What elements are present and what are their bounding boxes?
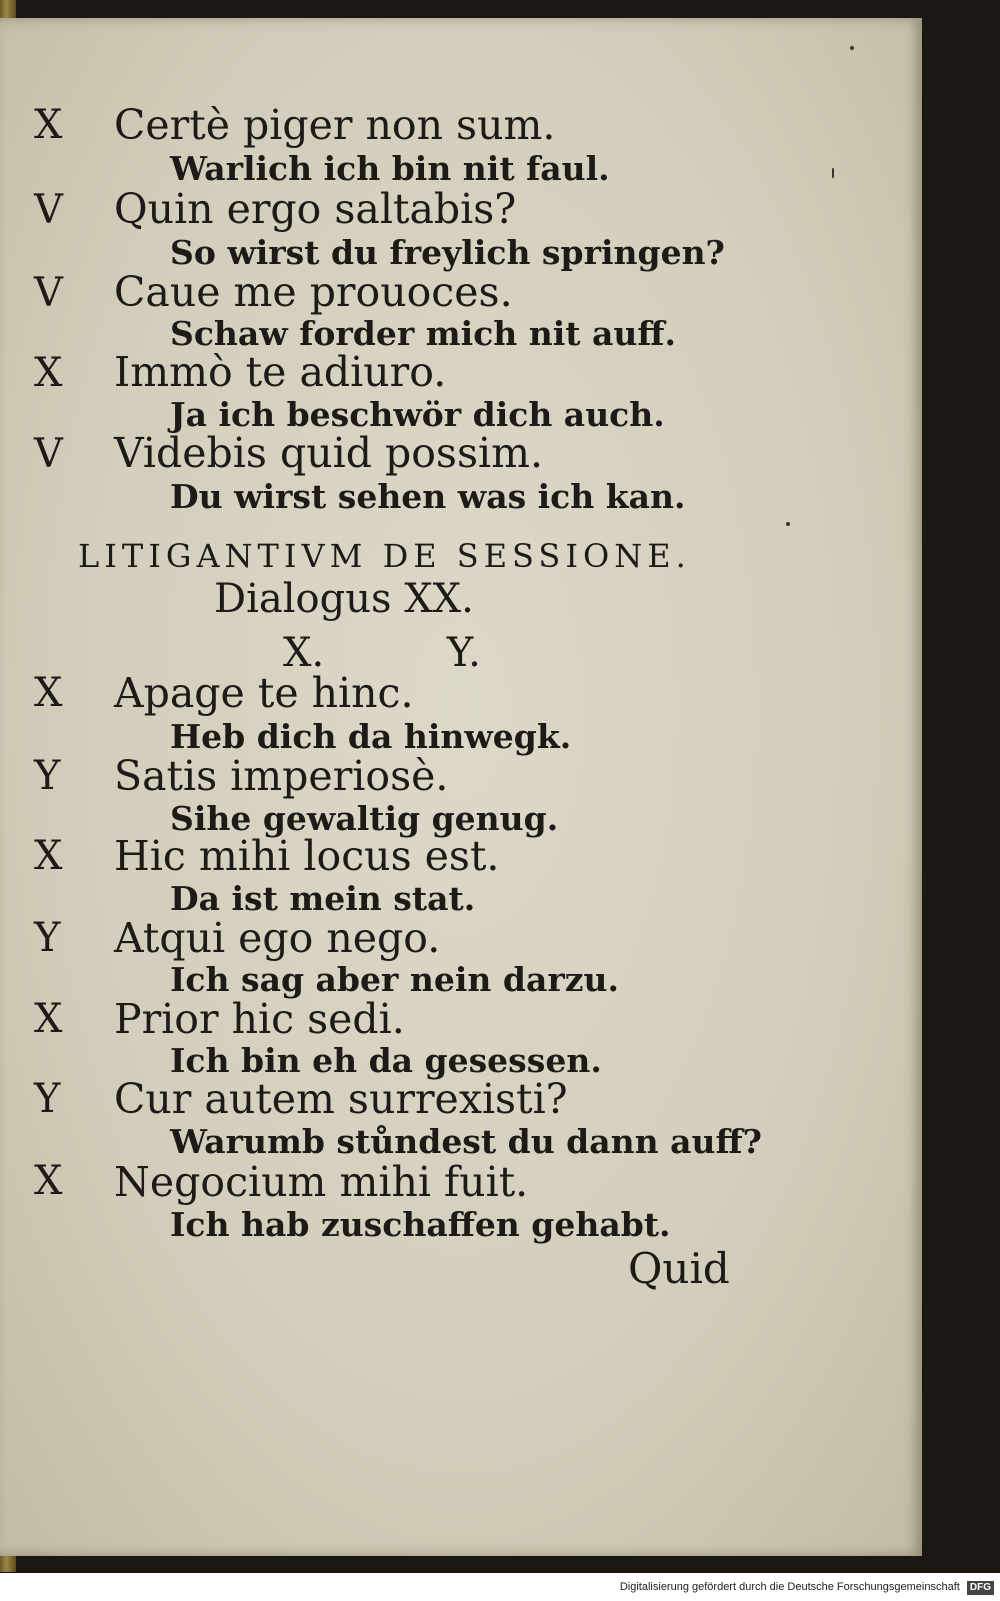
german-line: Warumb stůndest du dann auff?: [170, 1122, 762, 1161]
paper-speck: [786, 522, 790, 526]
latin-line: Atqui ego nego.: [114, 914, 441, 962]
german-line: Heb dich da hinwegk.: [170, 717, 572, 756]
speaker-label: X: [34, 833, 63, 879]
dialogue-number: Dialogus XX.: [214, 576, 474, 622]
speakers-label: X. Y.: [283, 630, 481, 676]
german-line: Ja ich beschwör dich auch.: [170, 395, 665, 434]
latin-line: Immò te adiuro.: [114, 348, 447, 396]
speaker-label: Y: [34, 915, 61, 961]
latin-line: Cur autem surrexisti?: [114, 1075, 568, 1123]
german-line: Ich sag aber nein darzu.: [170, 960, 619, 999]
latin-line: Quin ergo saltabis?: [114, 185, 517, 233]
speaker-label: X: [34, 350, 63, 396]
paper-speck: [850, 46, 854, 50]
latin-line: Caue me prouoces.: [114, 268, 513, 316]
german-line: Ich bin eh da gesessen.: [170, 1041, 602, 1080]
speaker-label: X: [34, 670, 63, 716]
latin-line: Certè piger non sum.: [114, 101, 556, 149]
german-line: So wirst du freylich springen?: [170, 233, 725, 272]
latin-line: Prior hic sedi.: [114, 995, 405, 1043]
german-line: Da ist mein stat.: [170, 879, 476, 918]
latin-line: Hic mihi locus est.: [114, 832, 500, 880]
german-line: Ich hab zuschaffen gehabt.: [170, 1205, 671, 1244]
speaker-label: V: [34, 431, 63, 477]
speaker-label: Y: [34, 1076, 61, 1122]
speaker-label: X: [34, 102, 63, 148]
german-line: Sihe gewaltig genug.: [170, 799, 559, 838]
latin-line: Videbis quid possim.: [114, 429, 544, 477]
speaker-label: V: [34, 270, 63, 316]
speaker-label: X: [34, 996, 63, 1042]
section-heading: LITIGANTIVM DE SESSIONE.: [78, 537, 691, 575]
latin-line: Negocium mihi fuit.: [114, 1158, 529, 1206]
german-line: Warlich ich bin nit faul.: [170, 149, 610, 188]
digitization-footer: [0, 1573, 1000, 1601]
catchword: Quid: [628, 1244, 730, 1293]
speaker-label: V: [34, 187, 63, 233]
footer-credit: Digitalisierung gefördert durch die Deutsche Forschungsgemeinschaft: [619, 1581, 960, 1593]
paper-speck: [832, 168, 834, 178]
latin-line: Apage te hinc.: [114, 669, 414, 717]
german-line: Schaw forder mich nit auff.: [170, 314, 676, 353]
latin-line: Satis imperiosè.: [114, 752, 449, 800]
dfg-logo: DFG: [967, 1581, 994, 1595]
german-line: Du wirst sehen was ich kan.: [170, 477, 686, 516]
speaker-label: Y: [34, 753, 61, 799]
speaker-label: X: [34, 1158, 63, 1204]
